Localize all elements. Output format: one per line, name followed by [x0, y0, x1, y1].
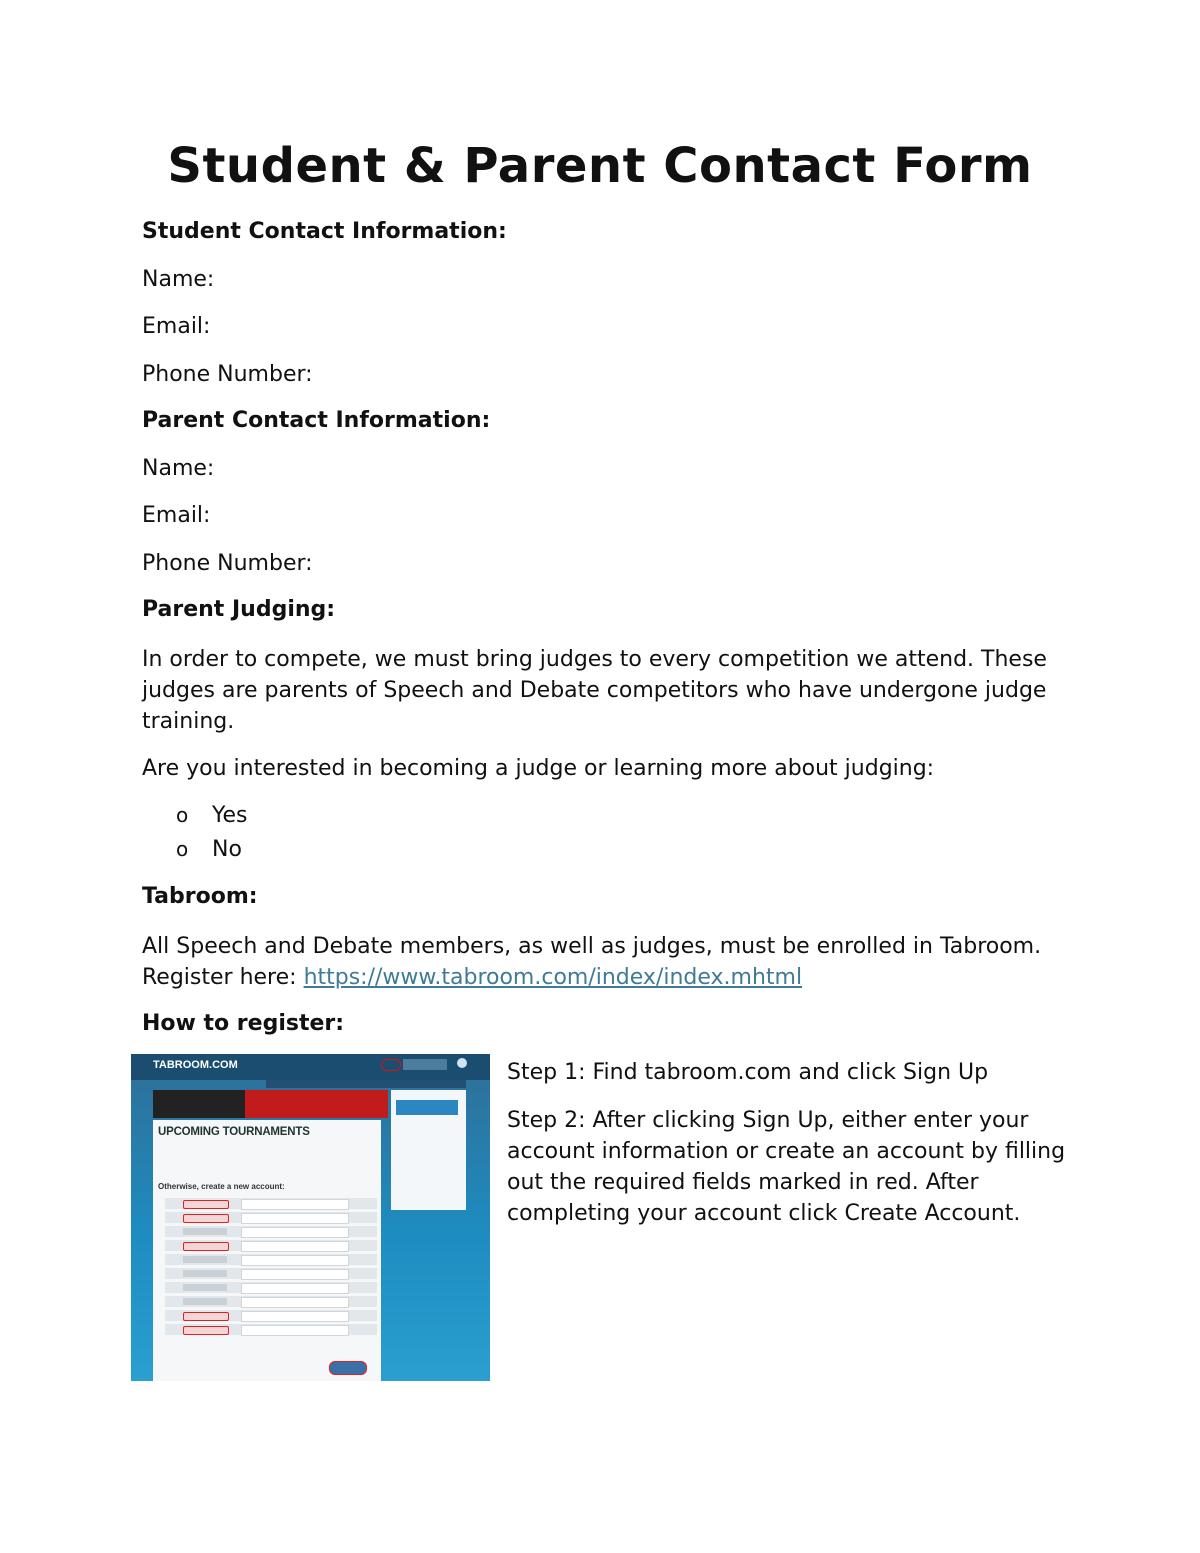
student-name-label: Name: [142, 267, 215, 292]
form-row [165, 1254, 377, 1265]
create-account-heading: Otherwise, create a new account: [158, 1182, 285, 1191]
tabroom-logo: TABROOM.COM [153, 1059, 238, 1071]
student-email-label: Email: [142, 314, 211, 339]
site-search-box [403, 1059, 447, 1070]
upcoming-tournaments-heading: UPCOMING TOURNAMENTS [158, 1126, 310, 1138]
tabroom-section-heading: Tabroom: [142, 884, 258, 909]
form-row-required [165, 1198, 377, 1209]
register-steps [507, 1057, 1067, 1246]
form-row [165, 1226, 377, 1237]
form-row [165, 1296, 377, 1307]
step-2: Step 2: After clicking Sign Up, either enter your account information or create an account by filling out the required fields marked in red. After completing your account click Create Account. [507, 1108, 1066, 1226]
parent-phone-label: Phone Number: [142, 551, 313, 576]
option-no[interactable] [176, 837, 242, 862]
option-label: No [212, 837, 242, 862]
create-account-highlight [329, 1361, 367, 1375]
form-row [165, 1282, 377, 1293]
sign-up-highlight [381, 1059, 401, 1071]
tabroom-text: All Speech and Debate members, as well as judges, must be enrolled in Tabroom. Register here: [142, 934, 1042, 990]
form-row-required [165, 1310, 377, 1321]
step-1: Step 1: Find tabroom.com and click Sign Up [507, 1060, 989, 1085]
site-sidebar [391, 1090, 466, 1210]
judging-question: Are you interested in becoming a judge or learning more about judging: [142, 756, 935, 781]
register-section-heading: How to register: [142, 1011, 345, 1036]
option-label: Yes [212, 803, 248, 828]
student-section-heading: Student Contact Information: [142, 219, 507, 244]
form-row-required [165, 1240, 377, 1251]
parent-name-label: Name: [142, 456, 215, 481]
student-phone-label: Phone Number: [142, 362, 313, 387]
parent-email-label: Email: [142, 503, 211, 528]
judging-section-heading: Parent Judging: [142, 597, 336, 622]
account-form-panel [153, 1120, 381, 1381]
bullet-circle-icon: o [176, 803, 189, 827]
page-title: Student & Parent Contact Form [167, 138, 1033, 194]
form-row [165, 1268, 377, 1279]
tabroom-screenshot [131, 1054, 490, 1381]
tabroom-paragraph [142, 931, 1042, 993]
parent-section-heading: Parent Contact Information: [142, 408, 491, 433]
form-row-required [165, 1324, 377, 1335]
judging-paragraph: In order to compete, we must bring judges to every competition we attend. These judges are parents of Speech and Debate competitors who have undergone judge training. [142, 647, 1047, 734]
site-nav-bar [266, 1080, 466, 1088]
tabroom-link[interactable]: https://www.tabroom.com/index/index.mhtml [303, 965, 803, 990]
site-banner [153, 1090, 388, 1118]
bullet-circle-icon: o [176, 837, 189, 861]
form-row-required [165, 1212, 377, 1223]
option-yes[interactable] [176, 803, 248, 828]
help-icon [457, 1058, 467, 1068]
